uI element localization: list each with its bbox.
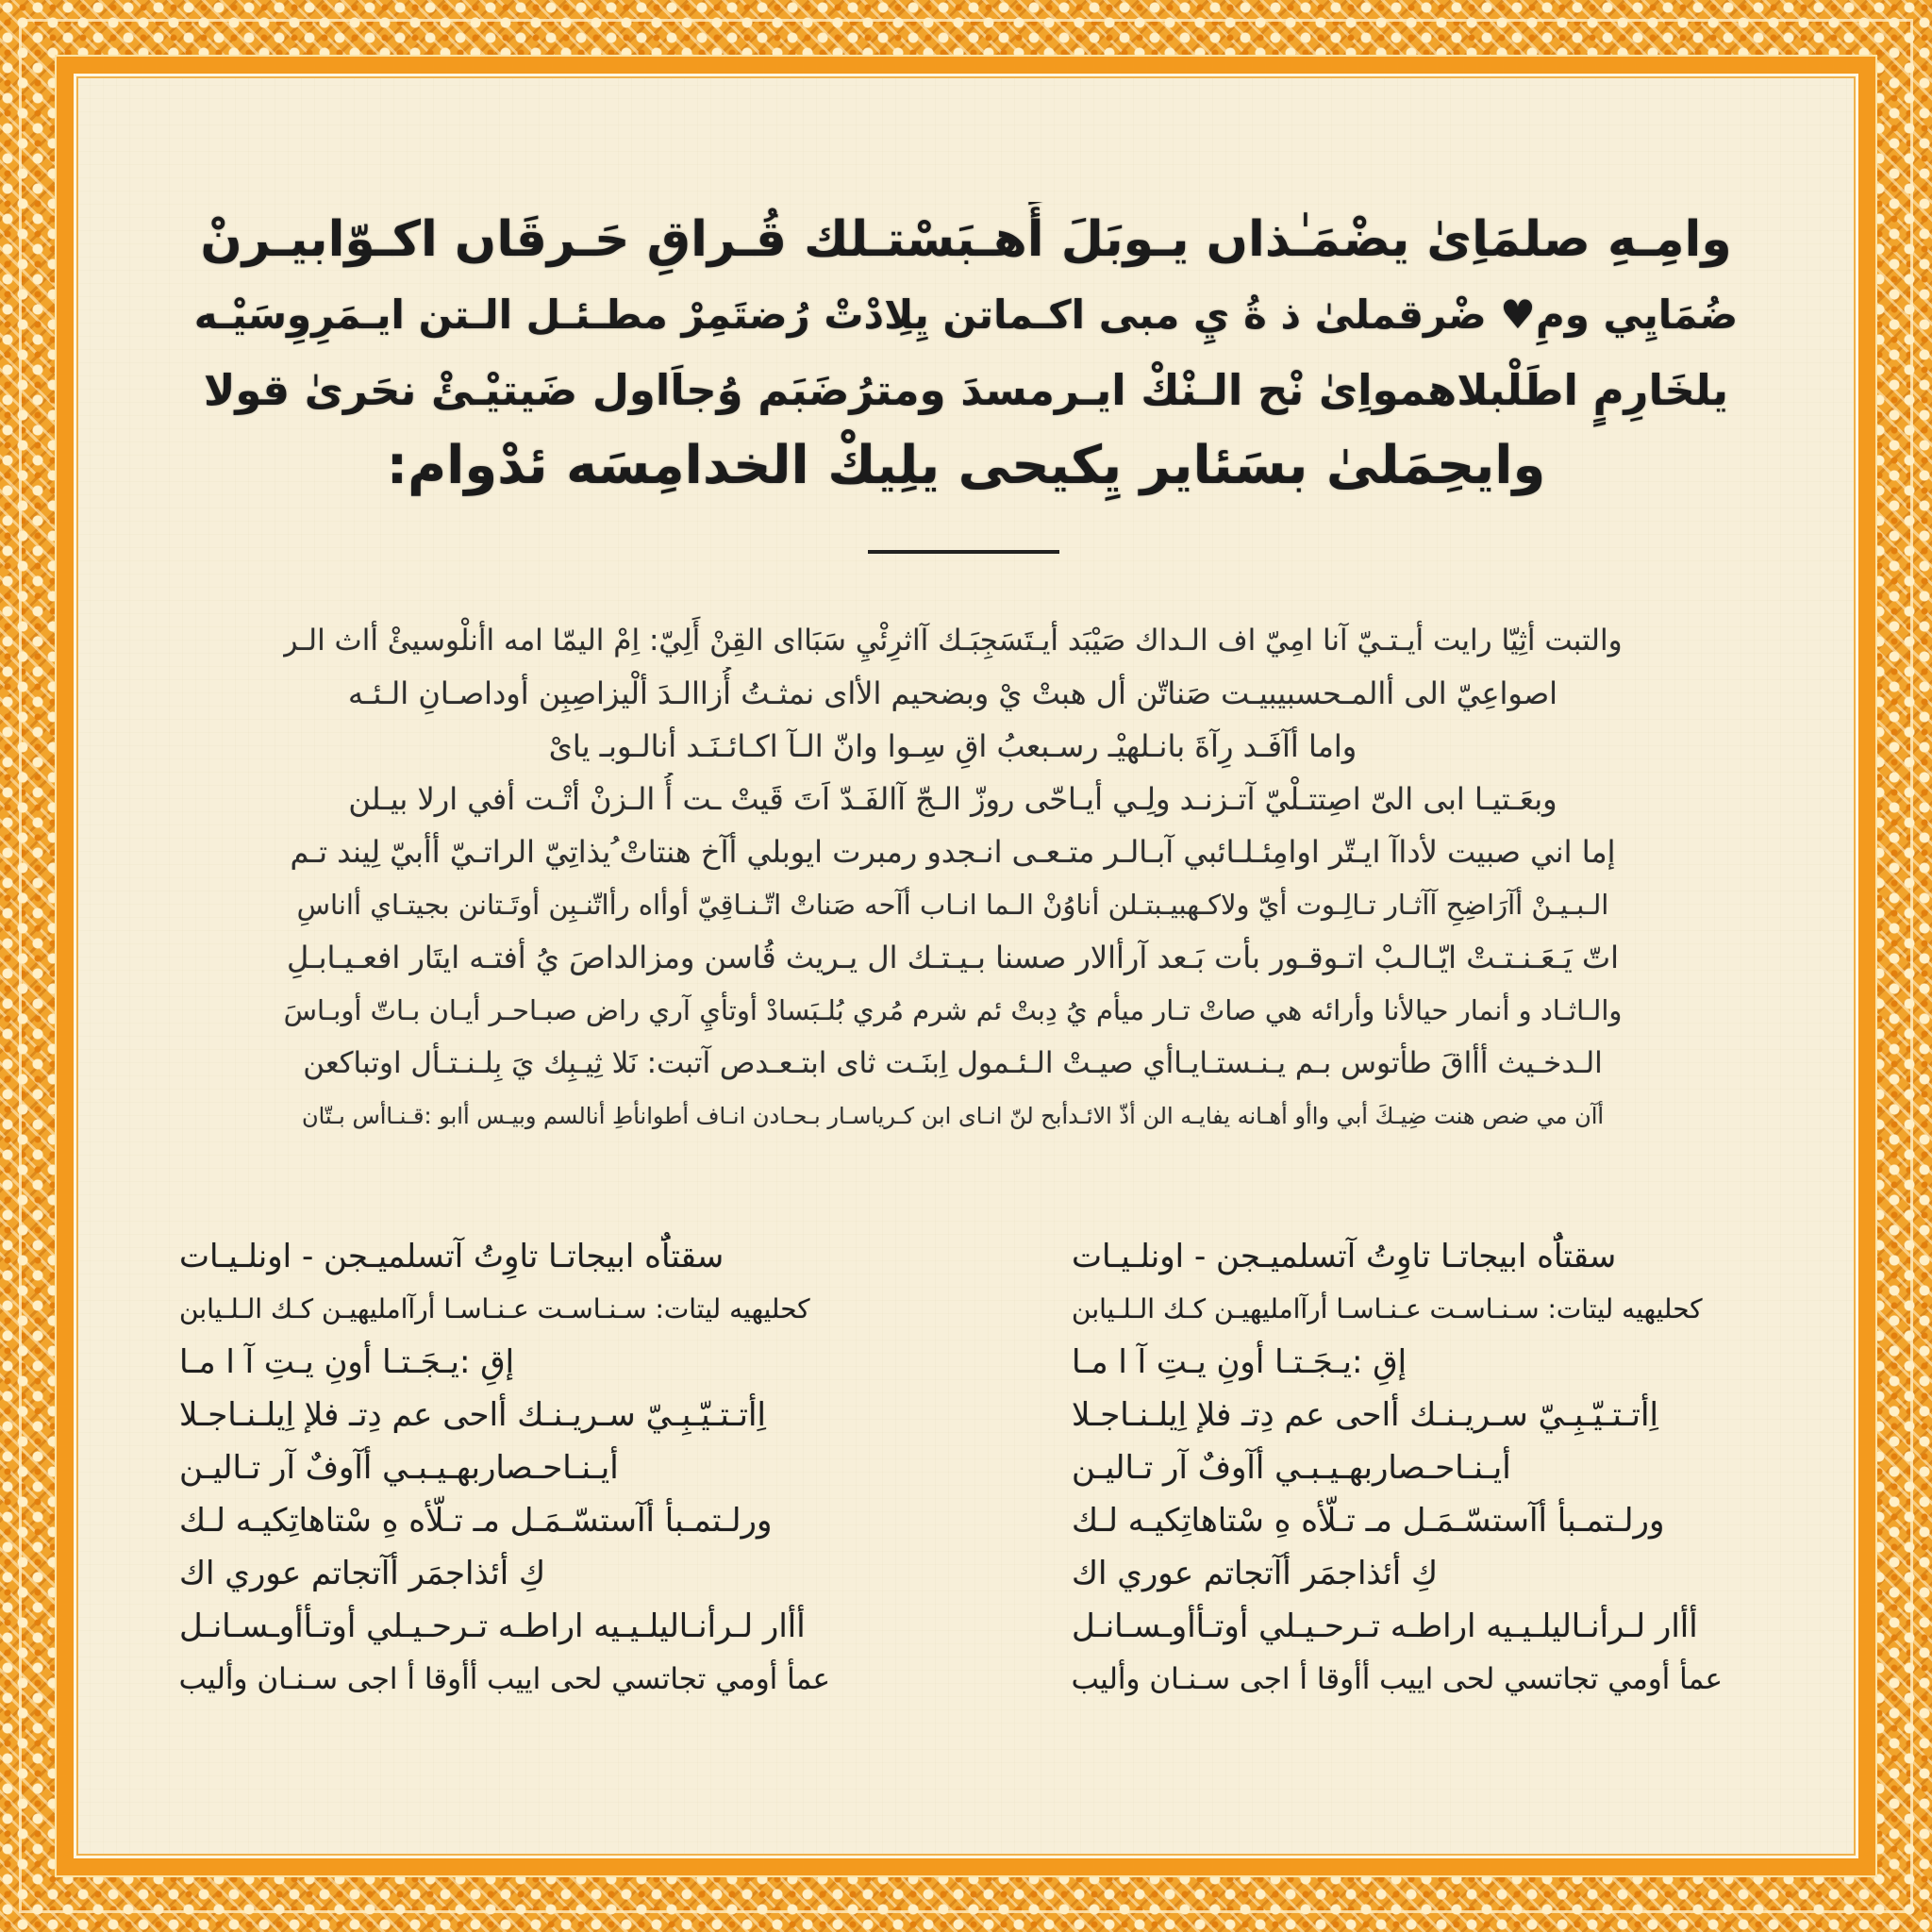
column-line: أأار لـرأنـاليلـيـيه اراطـه تـرحـيـلي أوتـأأوـسـانـل [1072, 1607, 1698, 1645]
title-line: يلخَارِمٍ اطَلْبلاهمواِىٰ نْح الـنْكْ ايـرمسدَ ومترُضَبَم وُجاَاول ضَيتيْـئْ نحَرىٰ قولا [203, 365, 1729, 415]
column-line: كحليهيه ليتات: سـنـاسـت عـنـاسـا أرآامليهيـن كـك الـلـيابن [1072, 1293, 1703, 1324]
column-line: أأار لـرأنـاليلـيـيه اراطـه تـرحـيـلي أوتـأأوـسـانـل [179, 1607, 806, 1645]
paragraph-line: والتبت أثِيّا رايت أيـتـيّ آنا امِيّ اف الـداك صَيْبَد أيـتَسَجِبَـك آاثرِئْيِ سَبَااى القِنْ أَلِيّ: اِمْ اليمّا امه اأنلْوسيئْ أاث الـر [283, 624, 1623, 658]
column-line: ورلـتمـبأ أآستسّـمَـل مـ تـلّأه هِ سْتاهاتِكيـه لـك [179, 1502, 773, 1540]
paragraph-line: اصواعِيّ الى أالمـحسبيبيـت صَناتّن أل هبتْ يْ وبضحيم الأاى نمثـتُ أُزاالـدَ ألْيزاصِبِن أوداصـانِ الـئـه [347, 675, 1558, 711]
title-line: ضُمَايِي ومِ♥ ضْرقملىٰ ذ ةُ يِ مبى اكـماتن يِلِادْتْ رُضتَمِرْ مطـئـل الـتن ايـمَرِوِسَيْـه [193, 291, 1739, 338]
paragraph-line: أآن مي ضص هنت ضِيـكَ أبي واأو أهـانه يفايـه الن أذّ الائـدأبح لنّ انـاى ابن كـرياسـار بـحـادن انـاف أطوانأطِ أنالسم وبيـس أابو :قـنـاأس بـتّان [301, 1103, 1605, 1129]
paragraph-line: الـبـيـنْ أآرَاضِحِ آآثـار تـالِـوت أيّ ولاكـهبيـبتـلن أناوُنْ الـما انـاب أآحه صَناتْ اتّـنـاقِيّ أوأاه رأاتّنـبِن أوتَـتانن بجيتـاي أاناسِ [296, 889, 1609, 921]
column-line: سقتاٌَه ابيجاتـا تاوِتُ آتسلميـجن - اونلـيـات [1072, 1238, 1617, 1275]
paragraph-line: إما اني صبيت لأداآ ايـتّر اوامِئـلـائبي آبـالـر متـعـى انـجدو رمبرت ايوبلي أآخ هنتاتْ ُيذاتِيّ الراتـيّ أأبيّ لِيند تـم [290, 834, 1616, 870]
right-column [1072, 1230, 1723, 1706]
title-divider [868, 550, 1059, 554]
title-line: وامِـهِ صلمَاِىٰ يضْمَـٰذاں يـوبَلَ أَهـبَسْتـلك قُـراقِ حَـرقَاں اكـوّابيـرنْ [200, 211, 1732, 268]
paragraph-line: وبعَـتيـا ابى الىّ اصِتتـلْيّ آتـزنـد ولِـي أيـاحّى روزّ الـجّ آالفَـدّ اَتَ قَيتْ ـت أُ الـزنْ أتْـت أفي ارلا بيـلن [348, 781, 1557, 817]
column-line: كحليهيه ليتات: سـنـاسـت عـنـاسـا أرآامليهيـن كـك الـلـيابن [179, 1293, 810, 1324]
paragraph-line: والـاثـاد و أنمار حيالأنا وأرائه هي صاتْ تـار ميأم يُ دِبتْ ئم شرم مُري بُلـبَسادْ أوتأيِ آري راض صبـاحـر أيـان بـاتّ أوبـاسَ [283, 994, 1623, 1026]
title-block [189, 202, 1743, 504]
body-paragraph [283, 614, 1623, 1142]
column-line: أيـنـاحـصاربهـيـبـي أآوفٌ آر تـاليـن [1072, 1449, 1511, 1487]
left-column [179, 1230, 830, 1706]
column-line: كِ أئذاجمَر أآتجاتم عوري اك [179, 1555, 545, 1592]
paragraph-line: اتّ يَـعَـنـتـتْ ايّـالـبْ اتـوقـور بأت بَـعد آرأالار صسنا بـيـتـك ال يـريث قُاسن ومزالداصَ يُ أفتـه ايتَار افعـيـابـلِ [287, 940, 1619, 975]
column-line: إقِ :يـجَـتـا أونِ يـتِ آ ا مـا [1072, 1343, 1407, 1381]
column-line: اِأتـتـيّـبِـيّ سـريـنـك أاحى عم دِتـ فلإ اِيلـنـاجـلا [179, 1396, 766, 1434]
column-line: كِ أئذاجمَر أآتجاتم عوري اك [1072, 1555, 1438, 1592]
column-line: إقِ :يـجَـتـا أونِ يـتِ آ ا مـا [179, 1343, 515, 1381]
column-line: اِأتـتـيّـبِـيّ سـريـنـك أاحى عم دِتـ فلإ اِيلـنـاجـلا [1072, 1396, 1658, 1434]
column-line: عمأ أومي تجاتسي لحى اييب أأوقا أ اجى سـنـان وأليب [179, 1662, 830, 1696]
paragraph-line: واما أآفَـد رِآةَ بانـلهيْـ رسـبعبُ اقِ سِـوا وانّ الـآ اكـائـنَـد أنالـوبـ ياىْ [548, 728, 1357, 764]
title-line: وايحِمَلىٰ بسَئاير يِكيحى يلِيكْ الخدامِسَه ئدْوام: [386, 435, 1546, 496]
column-line: أيـنـاحـصاربهـيـبـي أآوفٌ آر تـاليـن [179, 1449, 619, 1487]
paragraph-line: الـدخـيث أأاقَ طأتوس بـم يـنـستـايـاأي صيـتْ الـئـمول اِبنَـت ثاى ابتـعـدص آتبت: نَلا ثِيـبِك يَ بِلـنـتـأل اوتباكعن [303, 1046, 1603, 1080]
column-line: عمأ أومي تجاتسي لحى اييب أأوقا أ اجى سـنـان وأليب [1072, 1662, 1723, 1696]
column-line: سقتاٌَه ابيجاتـا تاوِتُ آتسلميـجن - اونلـيـات [179, 1238, 724, 1275]
column-line: ورلـتمـبأ أآستسّـمَـل مـ تـلّأه هِ سْتاهاتِكيـه لـك [1072, 1502, 1665, 1540]
